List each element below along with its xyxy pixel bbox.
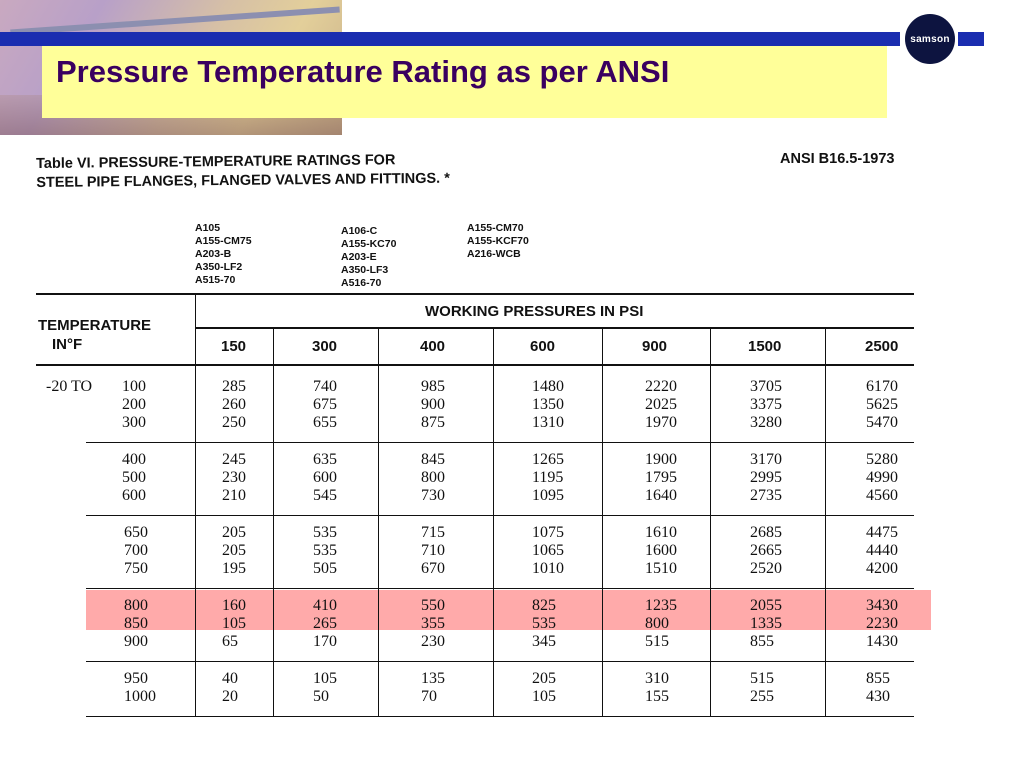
page-title: Pressure Temperature Rating as per ANSI <box>56 54 670 89</box>
pressure-cell: 550 <box>421 597 445 614</box>
pressure-cell: 230 <box>222 469 246 486</box>
pressure-cell: 985 <box>421 378 445 395</box>
temperature-prefix: -20 TO <box>46 378 93 395</box>
pressure-cell: 2230 <box>866 615 898 632</box>
pressure-cell: 2735 <box>750 487 782 504</box>
material-label: A350-LF3 <box>341 264 389 276</box>
pressure-cell: 1795 <box>645 469 677 486</box>
pressure-cell: 245 <box>222 451 246 468</box>
pressure-cell: 205 <box>222 524 246 541</box>
table-rule-group <box>86 515 914 516</box>
pressure-cell: 1900 <box>645 451 677 468</box>
pressure-cell: 3430 <box>866 597 898 614</box>
pressure-cell: 855 <box>866 670 890 687</box>
pressure-cell: 5470 <box>866 414 898 431</box>
pressure-cell: 1235 <box>645 597 677 614</box>
pressure-cell: 800 <box>421 469 445 486</box>
header-accent-bar <box>0 32 900 46</box>
pressure-cell: 740 <box>313 378 337 395</box>
temperature-header <box>38 316 151 354</box>
material-label: A203-E <box>341 251 377 263</box>
pressure-cell: 1480 <box>532 378 564 395</box>
pressure-cell: 50 <box>313 688 329 705</box>
materials-group-3 <box>467 222 529 261</box>
pressure-cell: 1510 <box>645 560 677 577</box>
pressure-cell: 3280 <box>750 414 782 431</box>
pressure-cell: 205 <box>532 670 556 687</box>
pressure-cell: 800 <box>645 615 669 632</box>
table-caption <box>36 151 450 193</box>
material-label: A155-KCF70 <box>467 235 529 247</box>
temperature-cell: 700 <box>124 542 148 559</box>
pressure-cell: 170 <box>313 633 337 650</box>
table-rule-group <box>86 661 914 662</box>
pressure-cell: 535 <box>313 524 337 541</box>
temperature-cell: 900 <box>124 633 148 650</box>
pressure-cell: 505 <box>313 560 337 577</box>
pressure-cell: 1065 <box>532 542 564 559</box>
pressure-cell: 5625 <box>866 396 898 413</box>
table-caption-line-1: Table VI. PRESSURE-TEMPERATURE RATINGS FOR <box>36 152 396 172</box>
temperature-cell: 850 <box>124 615 148 632</box>
table-col-divider <box>710 327 711 717</box>
material-label: A155-CM75 <box>195 235 252 247</box>
pressure-cell: 4560 <box>866 487 898 504</box>
pressure-class-header: 400 <box>420 338 446 355</box>
pressure-cell: 1335 <box>750 615 782 632</box>
working-pressures-header: WORKING PRESSURES IN PSI <box>425 303 644 320</box>
pressure-cell: 230 <box>421 633 445 650</box>
material-label: A350-LF2 <box>195 261 243 273</box>
pressure-cell: 715 <box>421 524 445 541</box>
pressure-class-header: 150 <box>221 338 247 355</box>
pressure-cell: 1310 <box>532 414 564 431</box>
table-rule-group <box>86 442 914 443</box>
samson-logo: samson <box>905 14 955 64</box>
pressure-cell: 20 <box>222 688 238 705</box>
material-label: A106-C <box>341 225 378 237</box>
pressure-cell: 2220 <box>645 378 677 395</box>
pressure-cell: 730 <box>421 487 445 504</box>
pressure-cell: 430 <box>866 688 890 705</box>
table-col-divider <box>825 327 826 717</box>
table-col-divider <box>378 327 379 717</box>
pressure-cell: 545 <box>313 487 337 504</box>
material-label: A516-70 <box>341 277 382 289</box>
pressure-cell: 1610 <box>645 524 677 541</box>
pressure-cell: 600 <box>313 469 337 486</box>
temperature-cell: 950 <box>124 670 148 687</box>
materials-group-1 <box>195 222 252 287</box>
pressure-class-header: 900 <box>642 338 668 355</box>
pressure-cell: 1195 <box>532 469 564 486</box>
table-col-divider <box>195 293 196 717</box>
standard-reference: ANSI B16.5-1973 <box>780 151 895 167</box>
pressure-cell: 410 <box>313 597 337 614</box>
temperature-cell: 800 <box>124 597 148 614</box>
pressure-cell: 2665 <box>750 542 782 559</box>
temperature-cell: 600 <box>122 487 146 504</box>
table-rule-top <box>36 293 914 295</box>
pressure-cell: 260 <box>222 396 246 413</box>
pressure-cell: 105 <box>532 688 556 705</box>
pressure-cell: 535 <box>532 615 556 632</box>
pressure-cell: 655 <box>313 414 337 431</box>
temperature-cell: 500 <box>122 469 146 486</box>
pressure-cell: 900 <box>421 396 445 413</box>
pressure-cell: 515 <box>645 633 669 650</box>
header-accent-bar-end <box>958 32 984 46</box>
temperature-header-line-1: TEMPERATURE <box>38 317 152 334</box>
pressure-cell: 135 <box>421 670 445 687</box>
table-rule-group <box>86 588 914 589</box>
pressure-cell: 670 <box>421 560 445 577</box>
pressure-cell: 515 <box>750 670 774 687</box>
materials-group-2 <box>341 225 396 290</box>
pressure-cell: 255 <box>750 688 774 705</box>
pressure-cell: 2995 <box>750 469 782 486</box>
pressure-cell: 40 <box>222 670 238 687</box>
pressure-cell: 5280 <box>866 451 898 468</box>
pressure-cell: 4200 <box>866 560 898 577</box>
pressure-cell: 1430 <box>866 633 898 650</box>
temperature-header-line-2: IN°F <box>52 336 83 353</box>
pressure-cell: 265 <box>313 615 337 632</box>
material-label: A105 <box>195 222 221 234</box>
pressure-cell: 1010 <box>532 560 564 577</box>
pressure-cell: 3705 <box>750 378 782 395</box>
pressure-cell: 2055 <box>750 597 782 614</box>
pressure-cell: 635 <box>313 451 337 468</box>
pressure-cell: 155 <box>645 688 669 705</box>
pressure-cell: 4440 <box>866 542 898 559</box>
pressure-cell: 535 <box>313 542 337 559</box>
temperature-cell: 200 <box>122 396 146 413</box>
pressure-cell: 160 <box>222 597 246 614</box>
table-rule-subheader <box>195 327 914 329</box>
pressure-class-header: 1500 <box>748 338 782 355</box>
pressure-cell: 2025 <box>645 396 677 413</box>
highlight-band <box>86 590 931 630</box>
pressure-cell: 355 <box>421 615 445 632</box>
pressure-cell: 675 <box>313 396 337 413</box>
pressure-cell: 1640 <box>645 487 677 504</box>
pressure-cell: 6170 <box>866 378 898 395</box>
temperature-cell: 400 <box>122 451 146 468</box>
pressure-cell: 285 <box>222 378 246 395</box>
pressure-cell: 1095 <box>532 487 564 504</box>
temperature-cell: 750 <box>124 560 148 577</box>
pressure-cell: 205 <box>222 542 246 559</box>
pressure-cell: 1970 <box>645 414 677 431</box>
temperature-cell: 100 <box>122 378 146 395</box>
pressure-cell: 1350 <box>532 396 564 413</box>
pressure-class-header: 2500 <box>865 338 899 355</box>
pressure-cell: 65 <box>222 633 238 650</box>
table-caption-line-2: STEEL PIPE FLANGES, FLANGED VALVES AND FITTINGS. * <box>36 170 450 191</box>
pressure-cell: 875 <box>421 414 445 431</box>
pressure-cell: 105 <box>313 670 337 687</box>
material-label: A155-CM70 <box>467 222 524 234</box>
table-col-divider <box>602 327 603 717</box>
pressure-cell: 210 <box>222 487 246 504</box>
table-rule-bottom <box>86 716 914 717</box>
pressure-cell: 710 <box>421 542 445 559</box>
temperature-cell: 300 <box>122 414 146 431</box>
pressure-cell: 845 <box>421 451 445 468</box>
pressure-cell: 825 <box>532 597 556 614</box>
table-col-divider <box>493 327 494 717</box>
material-label: A155-KC70 <box>341 238 397 250</box>
pressure-cell: 310 <box>645 670 669 687</box>
pressure-cell: 195 <box>222 560 246 577</box>
material-label: A203-B <box>195 248 232 260</box>
pressure-cell: 70 <box>421 688 437 705</box>
pressure-class-header: 600 <box>530 338 556 355</box>
pressure-cell: 855 <box>750 633 774 650</box>
temperature-cell: 1000 <box>124 688 156 705</box>
temperature-cell: 650 <box>124 524 148 541</box>
pressure-cell: 1075 <box>532 524 564 541</box>
material-label: A216-WCB <box>467 248 521 260</box>
pressure-cell: 250 <box>222 414 246 431</box>
pressure-cell: 345 <box>532 633 556 650</box>
pressure-cell: 3375 <box>750 396 782 413</box>
table-col-divider <box>273 327 274 717</box>
pressure-cell: 4990 <box>866 469 898 486</box>
pressure-cell: 2520 <box>750 560 782 577</box>
pressure-cell: 105 <box>222 615 246 632</box>
pressure-cell: 4475 <box>866 524 898 541</box>
pressure-class-header: 300 <box>312 338 338 355</box>
pressure-cell: 2685 <box>750 524 782 541</box>
pressure-cell: 1600 <box>645 542 677 559</box>
pressure-cell: 3170 <box>750 451 782 468</box>
material-label: A515-70 <box>195 274 236 286</box>
table-rule-header-bottom <box>36 364 914 366</box>
pressure-cell: 1265 <box>532 451 564 468</box>
